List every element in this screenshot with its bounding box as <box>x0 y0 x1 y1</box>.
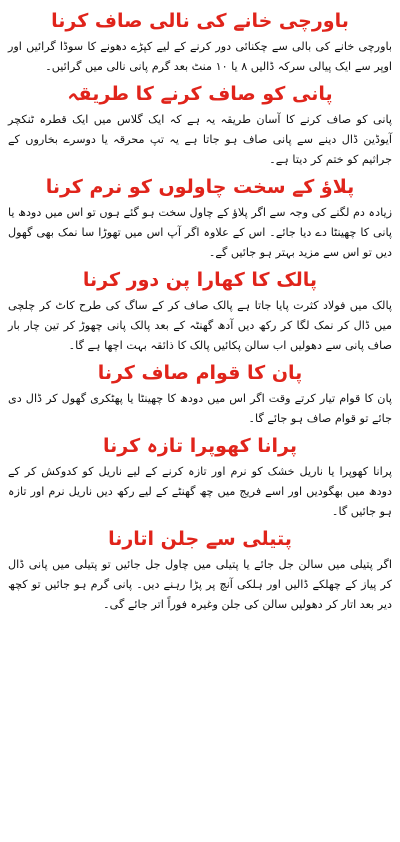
tip-section-clean-water <box>8 81 392 170</box>
tip-section-kitchen-drain <box>8 8 392 77</box>
tip-section-paan-qawam <box>8 360 392 429</box>
section-body: پانی کو صاف کرنے کا آسان طریقہ یہ ہے کہ ایک گلاس میں ایک قطرہ ٹنکچر آیوڈین ڈال دینے سے پانی صاف ہو جاتا ہے یہ تپ محرقہ یا دوسرے بخاروں کے جراثیم کو ختم کر دیتا ہے۔ <box>8 113 392 166</box>
section-body: پرانا کھوپرا یا ناریل خشک کو نرم اور تازہ کرنے کے لیے ناریل کو کدوکش کر کے دودھ میں بھگودیں اور اسے فریج میں چھ گھنٹے کے لیے رکھ دیں ناریل نرم اور تازہ ہو جائیں گا۔ <box>8 465 392 518</box>
section-body: اگر پتیلی میں سالن جل جائے یا پتیلی میں چاول جل جائیں تو پتیلی میں پانی ڈال کر پیاز کے چھلکے ڈالیں اور ہلکی آنچ پر پڑا رہنے دیں۔ پانی گرم ہو جائیں تو کچھ دیر بعد اتار کر دھولیں سالن کی جلن وغیرہ فوراً اتر جائے گی۔ <box>8 558 392 611</box>
section-heading: پانی کو صاف کرنے کا طریقہ <box>67 83 333 105</box>
tip-section-coconut <box>8 433 392 522</box>
section-heading: پرانا کھوپرا تازہ کرنا <box>102 435 298 457</box>
tip-section-pulao-rice <box>8 174 392 263</box>
section-body: زیادہ دم لگنے کی وجہ سے اگر پلاؤ کے چاول سخت ہو گئے ہوں تو اس میں دودھ یا پانی کا چھینٹا دے دیا جائے۔ اس کے علاوہ اگر آپ اس میں تھوڑا سا نمک بھی گھول دیں تو اس سے مزید بہتر ہو جائیں گے۔ <box>8 206 392 259</box>
section-body: پان کا قوام تیار کرتے وقت اگر اس میں دودھ کا چھینٹا یا پھٹکری گھول کر ڈال دی جائے تو قوام صاف ہو جائے گا۔ <box>8 392 392 425</box>
section-heading: باورچی خانے کی نالی صاف کرنا <box>51 10 349 32</box>
section-body: پالک میں فولاد کثرت پایا جاتا ہے پالک صاف کر کے ساگ کی طرح کاٹ کر چلچی میں ڈال کر نمک لگا کر رکھ دیں آدھ گھنٹہ کے بعد پالک پانی چھوڑ کر تین چار بار صاف پانی سے دھولیں اب سالن پکائیں پالک کا ذائقہ بہت اچھا ہے گا۔ <box>8 299 392 352</box>
section-body: باورچی خانے کی بالی سے چکنائی دور کرنے کے لیے کپڑے دھونے کا سوڈا گرائیں اور اوپر سے ایک پیالی سرکہ ڈالیں ۸ یا ۱۰ منٹ بعد گرم پانی نالی میں گرائیں۔ <box>8 40 392 73</box>
section-heading: پتیلی سے جلن اتارنا <box>108 528 292 550</box>
section-heading: پلاؤ کے سخت چاولوں کو نرم کرنا <box>45 176 355 198</box>
tip-section-spinach <box>8 267 392 356</box>
section-heading: پان کا قوام صاف کرنا <box>97 362 303 384</box>
tip-section-burnt-pot <box>8 526 392 615</box>
section-heading: پالک کا کھارا پن دور کرنا <box>82 269 318 291</box>
